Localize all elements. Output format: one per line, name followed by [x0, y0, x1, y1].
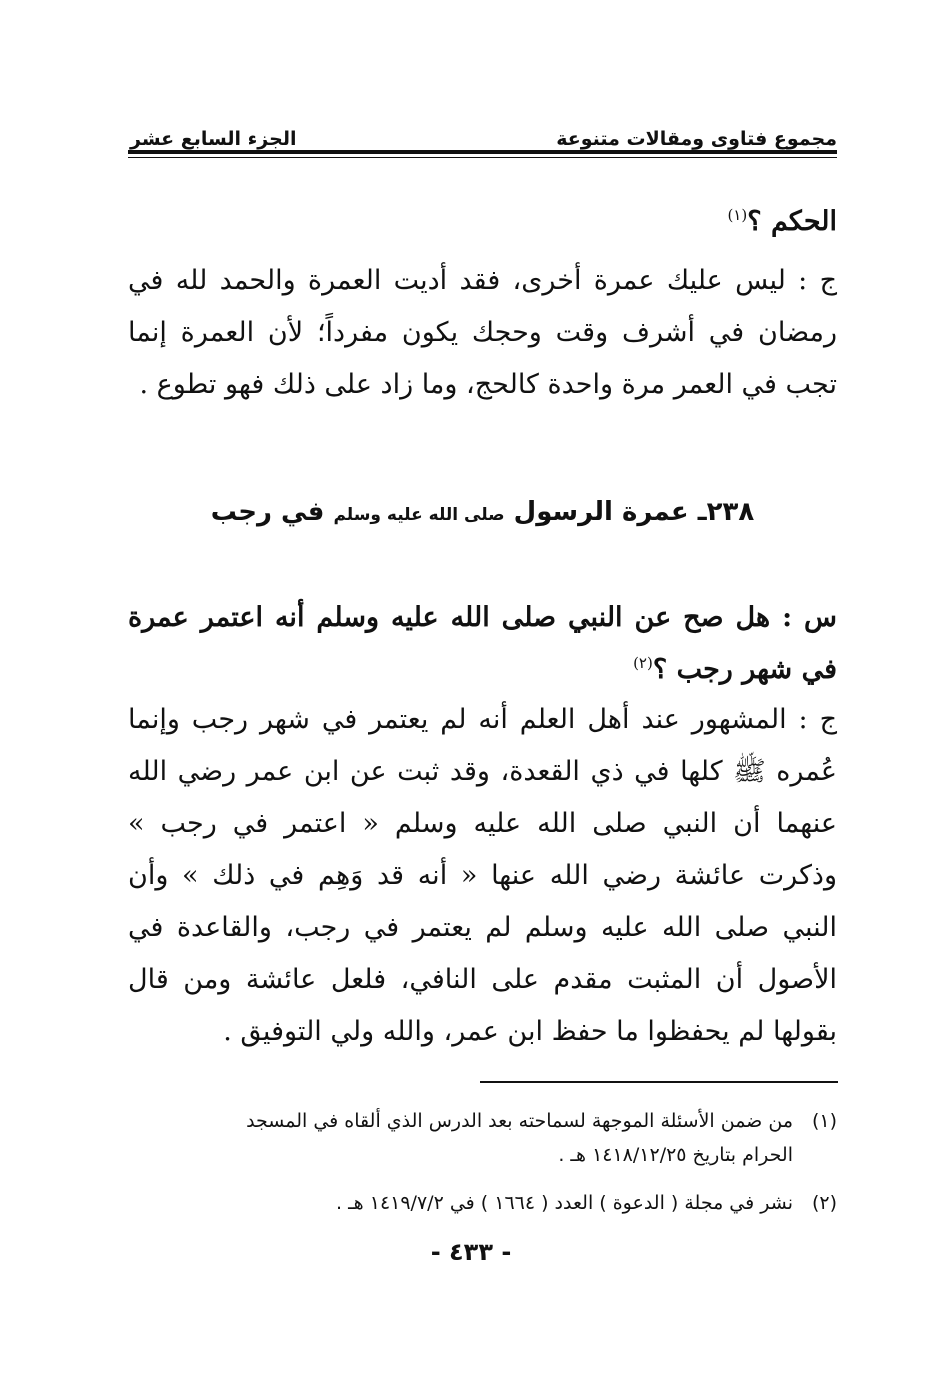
footnote-text: نشر في مجلة ( الدعوة ) العدد ( ١٦٦٤ ) في ١٤١٩/٧/٢ هـ .	[336, 1192, 793, 1214]
footnote-separator	[480, 1081, 838, 1083]
section-title: ٢٣٨ـ عمرة الرسول	[513, 497, 755, 527]
question-paragraph-2: س : هل صح عن النبي صلى الله عليه وسلم أنه اعتمر عمرة في شهر رجب ؟$^{(٢)}$	[128, 602, 837, 685]
section-title-suffix: في رجب	[210, 497, 325, 527]
footnote-ref-1: (١)	[727, 206, 748, 224]
book-title: مجموع فتاوى ومقالات متنوعة	[556, 128, 837, 150]
footnote-number: (٢)	[811, 1192, 837, 1214]
footnote-text: من ضمن الأسئلة الموجهة لسماحته بعد الدرس الذي ألقاه في المسجد	[246, 1110, 793, 1132]
footnote-ref-2: (٢)	[633, 654, 653, 672]
header-rule-thick	[128, 150, 837, 154]
running-header	[130, 118, 837, 150]
header-rule-thin	[128, 157, 837, 158]
page-number: - ٤٣٣ -	[430, 1238, 512, 1266]
answer-paragraph-2: ج : المشهور عند أهل العلم أنه لم يعتمر في شهر رجب وإنما عُمره ﷺ كلها في ذي القعدة، وقد ثبت عن ابن عمر رضي الله عنهما أن النبي صلى الله عليه وسلم « اعتمر في رجب » وذكرت عائشة رضي الله عنها « أنه قد وَهِم في ذلك » وأن النبي صلى الله عليه وسلم لم يعتمر في رجب، والقاعدة في الأصول أن المثبت مقدم على النافي، فلعل عائشة ومن قال بقولها لم يحفظوا ما حفظ ابن عمر، والله ولي التوفيق .	[128, 704, 837, 1047]
footnote-1	[128, 1104, 837, 1172]
volume-title: الجزء السابع عشر	[130, 128, 297, 150]
answer-paragraph-1: ج : ليس عليك عمرة أخرى، فقد أديت العمرة والحمد لله في رمضان في أشرف وقت وحجك يكون مفرداً؛ لأن العمرة إنما تجب في العمر مرة واحدة كالحج، وما زاد على ذلك فهو تطوع .	[128, 265, 837, 400]
salutation: صلى الله عليه وسلم	[333, 505, 505, 525]
question-continuation: الحكم ؟$^{(١)}$	[727, 206, 837, 237]
footnote-text: الحرام بتاريخ ١٤١٨/١٢/٢٥ هـ .	[558, 1144, 793, 1166]
footnote-2	[128, 1186, 837, 1220]
footnote-number: (١)	[811, 1110, 837, 1132]
section-heading	[128, 492, 837, 535]
